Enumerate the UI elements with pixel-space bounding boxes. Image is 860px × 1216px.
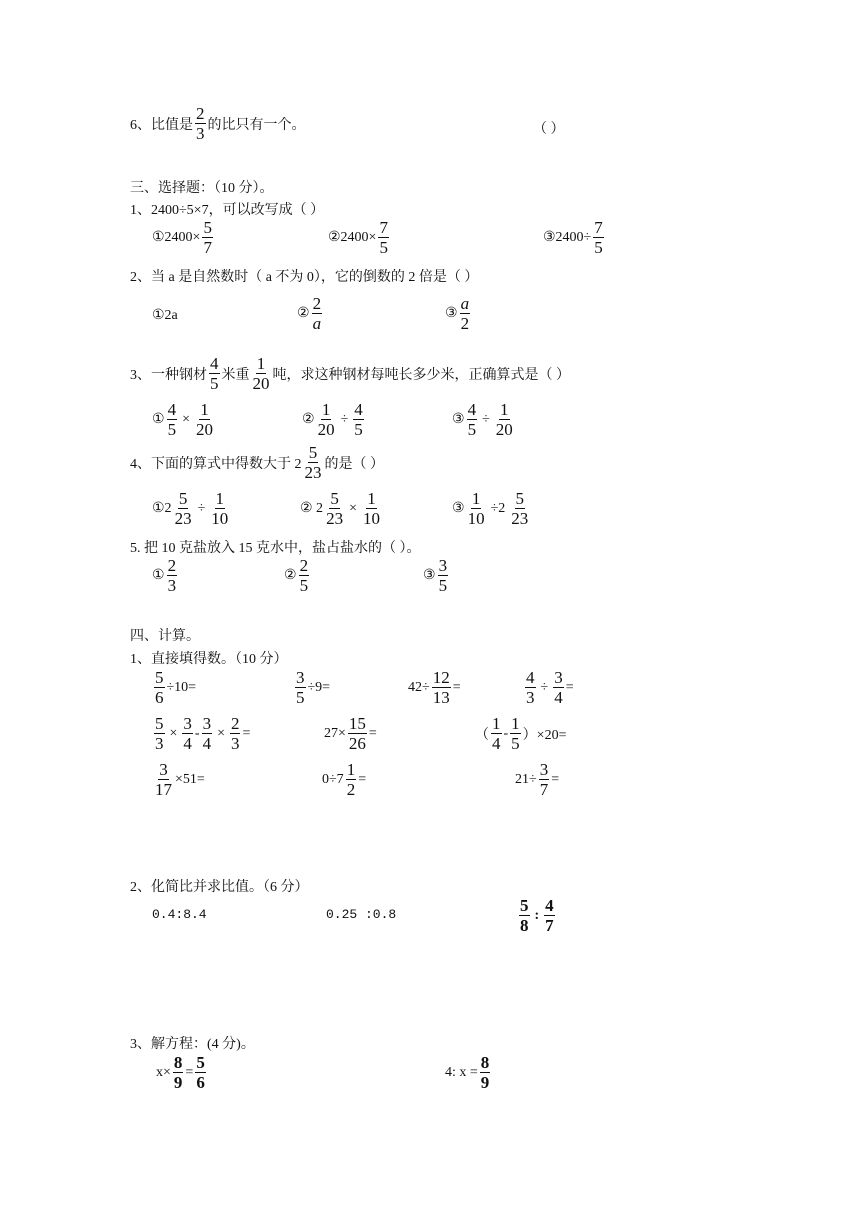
section-title: 四、计算。 [130, 629, 200, 644]
fraction: $\frac{7}{5}$ [379, 218, 388, 257]
fraction: $\frac{5}{7}$ [203, 218, 212, 257]
option-1[interactable]: ①2400× $\frac{5}{7}$ [152, 218, 212, 257]
fraction: $\frac{1}{20}$ [317, 400, 335, 439]
expression: $\frac{3}{5}$ ÷9= [296, 668, 331, 707]
ratio-3: 5 8 : 4 7 [520, 896, 554, 935]
fraction: $\frac{1}{2}$ [346, 760, 356, 799]
fraction: 2 3 [196, 104, 205, 143]
option-2[interactable]: ② 2 5 [284, 556, 309, 595]
ratio-2: 0.25 :0.8 [326, 907, 397, 922]
expression: $\frac{3}{17}$ ×51= [155, 760, 205, 799]
fraction: 5 23 [304, 443, 322, 482]
expression: 0÷7 $\frac{1}{2}$ = [322, 760, 367, 799]
fraction: $\frac{3}{4}$ [202, 714, 212, 753]
expression: 21÷ $\frac{3}{7}$ = [515, 760, 560, 799]
fraction: 5 23 [511, 489, 529, 528]
option-2[interactable]: ② $\frac{1}{20}$ ÷ $\frac{4}{5}$ [302, 400, 363, 439]
expression: 27× $\frac{15}{26}$ = [324, 714, 377, 753]
fraction: $\frac{5}{6}$ [196, 1053, 205, 1092]
fraction: $\frac{5}{3}$ [155, 714, 164, 753]
fraction: 4 7 [545, 896, 554, 935]
fraction: $\frac{4}{3}$ [526, 668, 535, 707]
question-stem: 4、下面的算式中得数大于 2 5 23 的是（ ） [130, 443, 384, 482]
part-title: 1、直接填得数。（10 分） [130, 652, 288, 667]
fraction: $\frac{5}{23}$ [174, 489, 192, 528]
judge-q6-text-end: 的比只有一个。 [207, 117, 306, 133]
fraction: 2 3 [167, 556, 177, 595]
question-stem: 3、一种钢材 4 5 米重 1 20 吨，求这种钢材每吨长多少米，正确算式是（ ） [130, 354, 570, 393]
answer-paren[interactable]: （ ） [533, 122, 565, 137]
option-1[interactable]: ①2 $\frac{5}{23}$ ÷ $\frac{1}{10}$ [152, 489, 229, 528]
fraction: 4 5 [210, 354, 219, 393]
expression: （ 1 4 - 1 5 ）×20= [475, 714, 567, 753]
option-2[interactable]: ②2400× $\frac{7}{5}$ [328, 218, 388, 257]
option-1[interactable]: ①2a [152, 308, 178, 323]
option-1[interactable]: ① $\frac{4}{5}$ × $\frac{1}{20}$ [152, 400, 213, 439]
option-3[interactable]: ③ 3 5 [423, 556, 448, 595]
fraction: $\frac{3}{5}$ [296, 668, 305, 707]
option-3[interactable]: ③ $\frac{4}{5}$ ÷ $\frac{1}{20}$ [452, 400, 513, 439]
fraction: $\frac{15}{26}$ [348, 714, 366, 753]
fraction: $\frac{1}{20}$ [195, 400, 213, 439]
judge-q6 [130, 104, 306, 143]
fraction: $\frac{5}{23}$ [326, 489, 344, 528]
expression: $\frac{4}{3}$ ÷ $\frac{3}{4}$ = [526, 668, 574, 707]
fraction: a 2 [460, 294, 470, 333]
fraction: $\frac{3}{17}$ [155, 760, 172, 799]
option-2[interactable]: ② 2 $\frac{5}{23}$ × $\frac{1}{10}$ [300, 489, 380, 528]
ratio-1: 0.4:8.4 [152, 907, 207, 922]
fraction: $\frac{1}{10}$ [467, 489, 485, 528]
equation-2: 4: x = $\frac{8}{9}$ [445, 1053, 490, 1092]
fraction: $\frac{4}{5}$ [167, 400, 177, 439]
part-title: 3、解方程：(4 分)。 [130, 1037, 255, 1052]
fraction: $\frac{8}{9}$ [173, 1053, 183, 1092]
fraction: 2 5 [299, 556, 309, 595]
section-title: 三、选择题：（10 分）。 [130, 181, 274, 196]
option-3[interactable]: ③ a 2 [445, 294, 470, 333]
fraction: $\frac{4}{5}$ [467, 400, 477, 439]
part-title: 2、化简比并求比值。（6 分） [130, 880, 309, 895]
fraction: $\frac{12}{13}$ [432, 668, 450, 707]
fraction: 3 5 [438, 556, 448, 595]
fraction: 2 a [312, 294, 322, 333]
option-3[interactable]: ③2400÷ $\frac{7}{5}$ [543, 218, 603, 257]
judge-q6-text: 6、比值是 [130, 117, 193, 133]
question-stem: 5. 把 10 克盐放入 15 克水中，盐占盐水的（ ）。 [130, 541, 421, 556]
fraction: $\frac{3}{7}$ [539, 760, 549, 799]
question-stem: 1、2400÷5×7，可以改写成（ ） [130, 203, 325, 218]
fraction: $\frac{1}{20}$ [495, 400, 513, 439]
expression: $\frac{5}{3}$ × $\frac{3}{4}$ - $\frac{3}{4}$ × $\frac{2}{3}$ = [155, 714, 251, 753]
option-3[interactable]: ③ $\frac{1}{10}$ ÷2 5 23 [452, 489, 529, 528]
option-1[interactable]: ① 2 3 [152, 556, 177, 595]
question-stem: 2、当 a 是自然数时（ a 不为 0），它的倒数的 2 倍是（ ） [130, 270, 479, 285]
fraction: 5 8 [520, 896, 529, 935]
fraction: 1 20 [252, 354, 270, 393]
fraction: $\frac{5}{6}$ [155, 668, 164, 707]
option-2[interactable]: ② 2 a [297, 294, 322, 333]
expression: 42÷ $\frac{12}{13}$ = [408, 668, 461, 707]
fraction: 1 4 [492, 714, 501, 753]
fraction: $\frac{7}{5}$ [594, 218, 603, 257]
expression: $\frac{5}{6}$ ÷10= [155, 668, 197, 707]
equation-1: x× $\frac{8}{9}$ = $\frac{5}{6}$ [156, 1053, 205, 1092]
fraction: $\frac{3}{4}$ [554, 668, 563, 707]
fraction: $\frac{4}{5}$ [354, 400, 363, 439]
fraction: 1 5 [511, 714, 520, 753]
fraction: $\frac{2}{3}$ [230, 714, 240, 753]
fraction: $\frac{1}{10}$ [362, 489, 380, 528]
fraction: $\frac{1}{10}$ [211, 489, 229, 528]
fraction: $\frac{3}{4}$ [183, 714, 192, 753]
fraction: $\frac{8}{9}$ [480, 1053, 490, 1092]
